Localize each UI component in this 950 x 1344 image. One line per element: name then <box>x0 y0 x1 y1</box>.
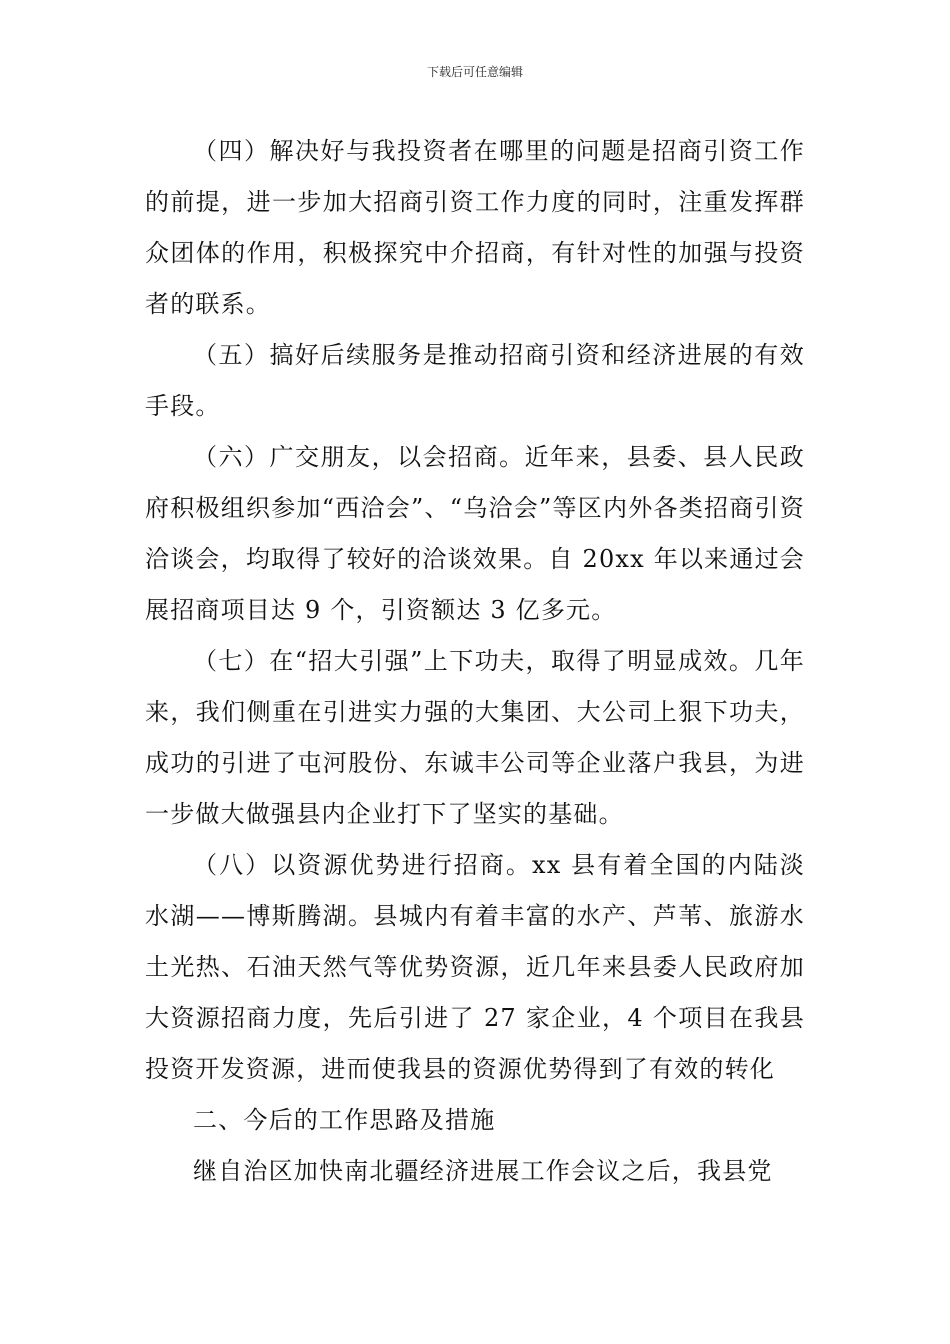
section-heading: 二、今后的工作思路及措施 <box>193 1106 496 1134</box>
paragraph-8: （八）以资源优势进行招商。xx 县有着全国的内陆淡水湖——博斯腾湖。县城内有着丰富的水产、芦苇、旅游水土光热、石油天然气等优势资源，近几年来县委人民政府加大资源招商力度，先后引进了 27 家企业，4 个项目在我县投资开发资源，进而使我县的资源优势得到了有效的转化 <box>145 851 805 1083</box>
paragraph-5: （五）搞好后续服务是推动招商引资和经济进展的有效手段。 <box>145 341 805 420</box>
paragraph-6: （六）广交朋友，以会招商。近年来，县委、县人民政府积极组织参加“西洽会”、“乌洽会”等区内外各类招商引资洽谈会，均取得了较好的洽谈效果。自 20xx 年以来通过会展招商项目达 9 个，引资额达 3 亿多元。 <box>145 443 805 624</box>
paragraph-continued: 继自治区加快南北疆经济进展工作会议之后，我县党 <box>193 1157 773 1185</box>
paragraph-4: （四）解决好与我投资者在哪里的问题是招商引资工作的前提，进一步加大招商引资工作力度的同时，注重发挥群众团体的作用，积极探究中介招商，有针对性的加强与投资者的联系。 <box>145 137 805 318</box>
document-body <box>145 126 805 1197</box>
page-header-note: 下载后可任意编辑 <box>426 65 523 79</box>
paragraph-7: （七）在“招大引强”上下功夫，取得了明显成效。几年来，我们侧重在引进实力强的大集团、大公司上狠下功夫，成功的引进了屯河股份、东诚丰公司等企业落户我县，为进一步做大做强县内企业打下了坚实的基础。 <box>145 647 805 828</box>
